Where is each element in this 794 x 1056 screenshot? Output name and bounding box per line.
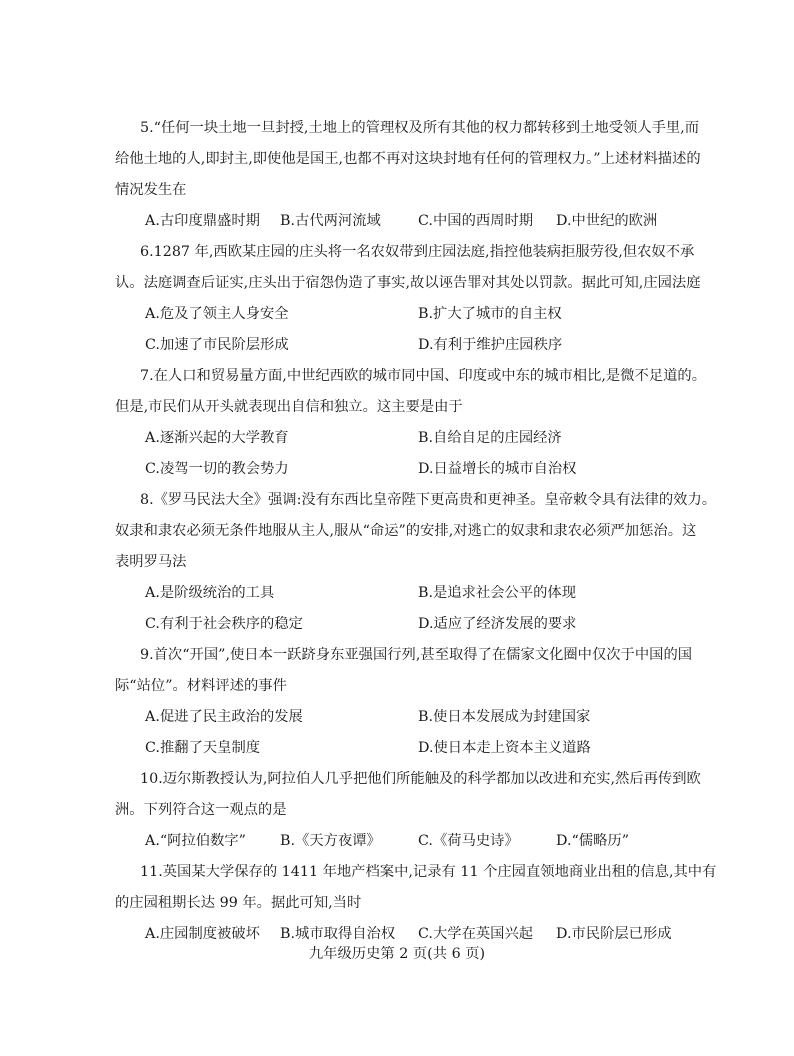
question-10-option-b: B.《天方夜谭》 bbox=[280, 833, 381, 849]
question-6-option-b: B.扩大了城市的自主权 bbox=[418, 306, 562, 322]
question-10-option-c: C.《荷马史诗》 bbox=[418, 833, 519, 849]
question-8-line-2: 奴隶和隶农必须无条件地服从主人,服从“命运”的安排,对逃亡的奴隶和隶农必须严加惩治。这 bbox=[115, 523, 697, 539]
question-9-line-1: 9.首次“开国”,使日本一跃跻身东亚强国行列,甚至取得了在儒家文化圈中仅次于中国的国 bbox=[140, 647, 693, 663]
question-9-option-d: D.使日本走上资本主义道路 bbox=[418, 740, 591, 756]
question-6-line-2: 认。法庭调查后证实,庄头出于宿怨伪造了事实,故以诬告罪对其处以罚款。据此可知,庄园法庭 bbox=[115, 275, 701, 291]
question-8-option-b: B.是追求社会公平的体现 bbox=[418, 585, 577, 601]
question-7-option-b: B.自给自足的庄园经济 bbox=[418, 430, 562, 446]
question-5-option-b: B.古代两河流域 bbox=[280, 213, 381, 229]
question-5-option-d: D.中世纪的欧洲 bbox=[556, 213, 658, 229]
question-10-line-1: 10.迈尔斯教授认为,阿拉伯人几乎把他们所能触及的科学都加以改进和充实,然后再传到欧 bbox=[140, 771, 701, 787]
question-6-option-d: D.有利于维护庄园秩序 bbox=[418, 337, 563, 353]
question-9-option-c: C.推翻了天皇制度 bbox=[145, 740, 261, 756]
question-11-line-2: 的庄园租期长达 99 年。据此可知,当时 bbox=[115, 895, 362, 911]
question-11-option-d: D.市民阶层已形成 bbox=[556, 926, 672, 942]
question-10-line-2: 洲。下列符合这一观点的是 bbox=[115, 802, 287, 818]
question-7-line-2: 但是,市民们从开头就表现出自信和独立。这主要是由于 bbox=[115, 399, 463, 415]
question-11-option-b: B.城市取得自治权 bbox=[280, 926, 396, 942]
page-footer: 九年级历史第 2 页(共 6 页) bbox=[308, 946, 486, 962]
question-7-option-a: A.逐渐兴起的大学教育 bbox=[145, 430, 289, 446]
question-11-option-a: A.庄园制度被破坏 bbox=[145, 926, 260, 942]
question-5-line-1: 5.“任何一块土地一旦封授,土地上的管理权及所有其他的权力都转移到土地受领人手里,而 bbox=[140, 120, 700, 136]
question-7-option-d: D.日益增长的城市自治权 bbox=[418, 461, 577, 477]
question-7-option-c: C.凌驾一切的教会势力 bbox=[145, 461, 289, 477]
question-8-option-a: A.是阶级统治的工具 bbox=[145, 585, 275, 601]
question-8-option-c: C.有利于社会秩序的稳定 bbox=[145, 616, 303, 632]
question-5-option-c: C.中国的西周时期 bbox=[418, 213, 534, 229]
question-10-option-a: A.“阿拉伯数字” bbox=[145, 833, 246, 849]
question-6-line-1: 6.1287 年,西欧某庄园的庄头将一名农奴带到庄园法庭,指控他装病拒服劳役,但农奴不承 bbox=[140, 244, 695, 260]
question-11-option-c: C.大学在英国兴起 bbox=[418, 926, 534, 942]
question-9-option-b: B.使日本发展成为封建国家 bbox=[418, 709, 591, 725]
question-11-line-1: 11.英国某大学保存的 1411 年地产档案中,记录有 11 个庄园直领地商业出租的信息,其中有 bbox=[140, 864, 717, 880]
question-7-line-1: 7.在人口和贸易量方面,中世纪西欧的城市同中国、印度或中东的城市相比,是微不足道的。 bbox=[140, 368, 707, 384]
question-5-line-2: 给他土地的人,即封主,即使他是国王,也都不再对这块封地有任何的管理权力。”上述材料描述的 bbox=[115, 151, 701, 167]
question-6-option-c: C.加速了市民阶层形成 bbox=[145, 337, 289, 353]
question-10-option-d: D.“儒略历” bbox=[556, 833, 630, 849]
question-9-option-a: A.促进了民主政治的发展 bbox=[145, 709, 303, 725]
question-8-line-3: 表明罗马法 bbox=[115, 554, 187, 570]
question-8-option-d: D.适应了经济发展的要求 bbox=[418, 616, 577, 632]
question-6-option-a: A.危及了领主人身安全 bbox=[145, 306, 289, 322]
question-5-option-a: A.古印度鼎盛时期 bbox=[145, 213, 260, 229]
question-5-line-3: 情况发生在 bbox=[115, 182, 187, 198]
question-8-line-1: 8.《罗马民法大全》强调:没有东西比皇帝陛下更高贵和更神圣。皇帝敕令具有法律的效力。 bbox=[140, 492, 717, 508]
question-9-line-2: 际“站位”。材料评述的事件 bbox=[115, 678, 287, 694]
